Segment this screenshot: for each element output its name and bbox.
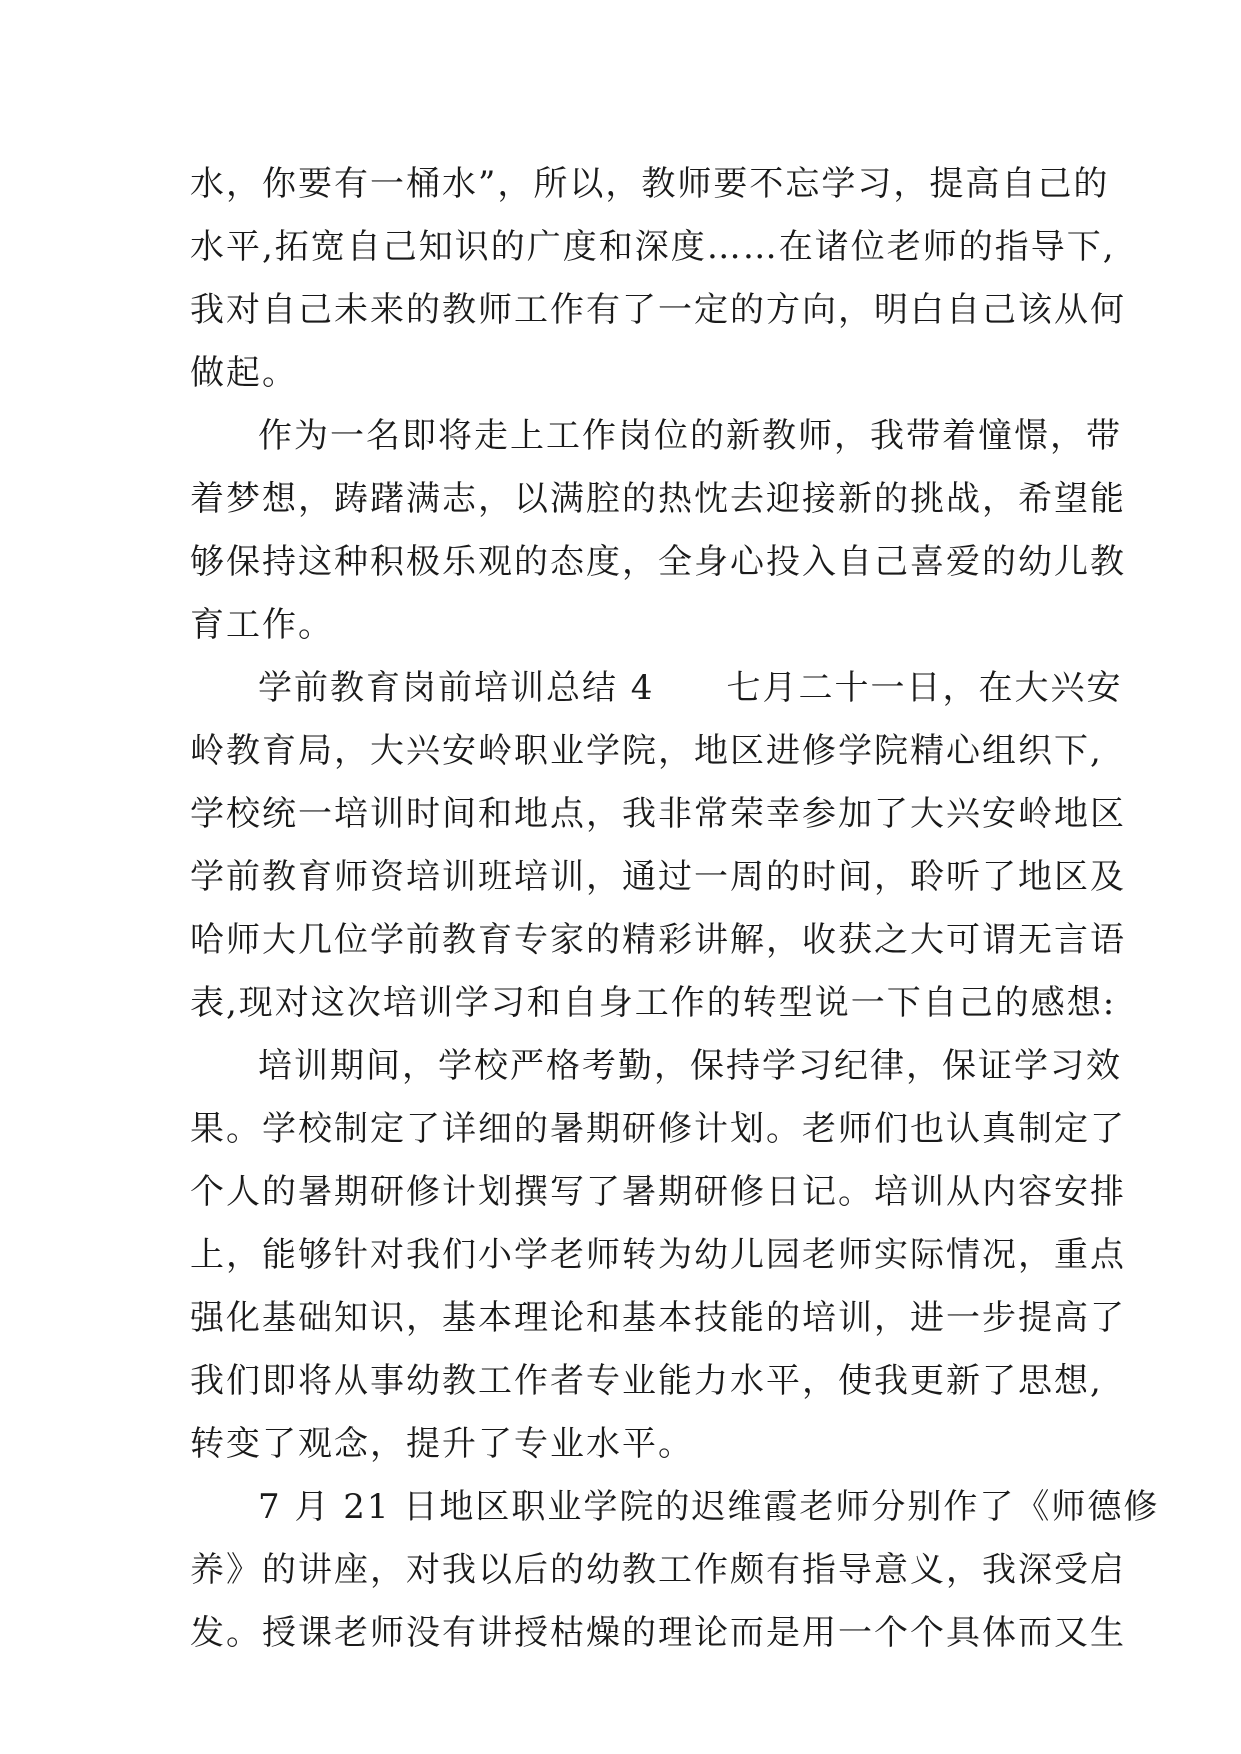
text-line: 够保持这种积极乐观的态度，全身心投入自己喜爱的幼儿教 bbox=[190, 542, 1126, 582]
text-line: 强化基础知识，基本理论和基本技能的培训，进一步提高了 bbox=[190, 1298, 1126, 1338]
text-line: 我对自己未来的教师工作有了一定的方向，明白自己该从何 bbox=[190, 290, 1126, 330]
text-line: 我们即将从事幼教工作者专业能力水平，使我更新了思想, bbox=[190, 1361, 1103, 1401]
text-line: 果。学校制定了详细的暑期研修计划。老师们也认真制定了 bbox=[190, 1109, 1126, 1149]
text-line: 培训期间，学校严格考勤，保持学习纪律，保证学习效 bbox=[258, 1046, 1122, 1086]
text-line: 学前教育岗前培训总结 4 七月二十一日，在大兴安 bbox=[258, 668, 1123, 708]
text-line: 转变了观念，提升了专业水平。 bbox=[190, 1424, 694, 1464]
body-text bbox=[190, 153, 1160, 1665]
text-line: 水平,拓宽自己知识的广度和深度……在诸位老师的指导下, bbox=[190, 227, 1116, 267]
text-line: 7 月 21 日地区职业学院的迟维霞老师分别作了《师德修 bbox=[258, 1487, 1160, 1527]
text-line: 学前教育师资培训班培训，通过一周的时间，聆听了地区及 bbox=[190, 857, 1126, 897]
text-line: 水，你要有一桶水”，所以，教师要不忘学习，提高自己的 bbox=[190, 164, 1110, 204]
text-line: 表,现对这次培训学习和自身工作的转型说一下自己的感想: bbox=[190, 983, 1117, 1023]
text-line: 育工作。 bbox=[190, 605, 334, 645]
text-line: 着梦想，踌躇满志，以满腔的热忱去迎接新的挑战，希望能 bbox=[190, 479, 1126, 519]
text-line: 发。授课老师没有讲授枯燥的理论而是用一个个具体而又生 bbox=[190, 1613, 1126, 1653]
text-line: 上，能够针对我们小学老师转为幼儿园老师实际情况，重点 bbox=[190, 1235, 1126, 1275]
text-line: 哈师大几位学前教育专家的精彩讲解，收获之大可谓无言语 bbox=[190, 920, 1126, 960]
text-line: 学校统一培训时间和地点，我非常荣幸参加了大兴安岭地区 bbox=[190, 794, 1126, 834]
text-line: 岭教育局，大兴安岭职业学院，地区进修学院精心组织下, bbox=[190, 731, 1103, 771]
text-line: 个人的暑期研修计划撰写了暑期研修日记。培训从内容安排 bbox=[190, 1172, 1126, 1212]
text-line: 养》的讲座，对我以后的幼教工作颇有指导意义，我深受启 bbox=[190, 1550, 1126, 1590]
text-line: 做起。 bbox=[190, 353, 298, 393]
text-line: 作为一名即将走上工作岗位的新教师，我带着憧憬，带 bbox=[258, 416, 1122, 456]
